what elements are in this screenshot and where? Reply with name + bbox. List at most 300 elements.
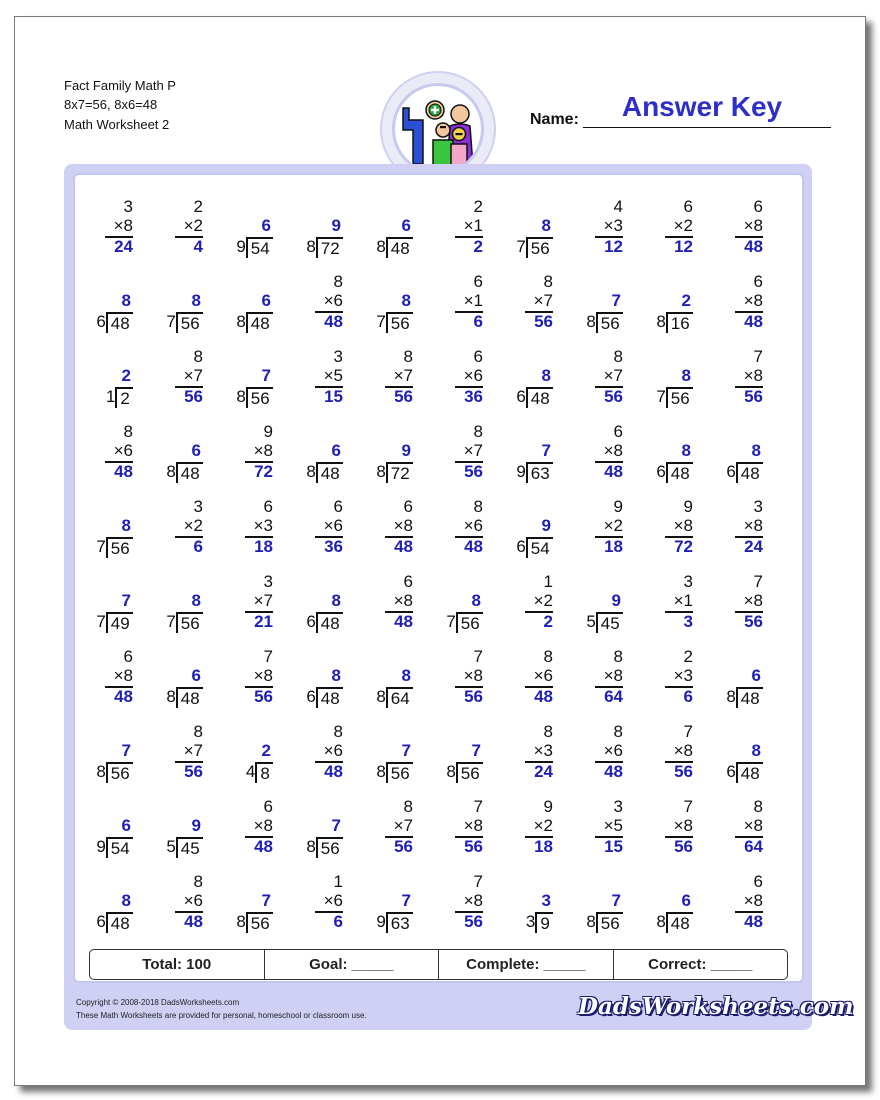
division-problem [703,422,763,494]
divisor: 7 [96,537,106,556]
factor: 4 [613,197,623,216]
division-problem [213,197,273,269]
multiplier: ×6 [463,516,483,535]
quotient-answer: 8 [121,291,131,310]
multiplier: ×2 [183,516,203,535]
product-answer: 12 [604,237,623,256]
quotient-answer: 8 [331,666,341,685]
quotient-answer: 9 [611,591,621,610]
factor: 1 [543,572,553,591]
divisor: 6 [726,762,736,781]
product-answer: 56 [604,387,623,406]
quotient-answer: 9 [331,216,341,235]
division-problem [633,347,693,419]
factor: 6 [753,197,763,216]
multiplier: ×8 [743,291,763,310]
multiplier: ×1 [463,291,483,310]
dividend: 56 [176,312,203,333]
multiplier: ×7 [393,366,413,385]
division-problem [283,422,343,494]
multiplication-problem [493,797,553,869]
product-answer: 56 [394,837,413,856]
quotient-answer: 9 [541,516,551,535]
division-problem [633,422,693,494]
quotient-answer: 6 [751,666,761,685]
quotient-answer: 9 [401,441,411,460]
product-answer: 48 [184,912,203,931]
multiplication-problem [633,497,693,569]
quotient-answer: 8 [681,441,691,460]
quotient-answer: 8 [751,741,761,760]
quotient-answer: 2 [261,741,271,760]
quotient-answer: 8 [401,291,411,310]
division-problem [493,197,553,269]
divisor: 8 [376,762,386,781]
quotient-answer: 8 [401,666,411,685]
divisor: 7 [376,312,386,331]
dividend: 16 [666,312,693,333]
multiplier: ×5 [603,816,623,835]
multiplication-problem [283,272,343,344]
product-answer: 56 [464,462,483,481]
quotient-answer: 7 [401,891,411,910]
multiplier: ×2 [533,816,553,835]
quotient-answer: 6 [261,291,271,310]
multiplication-problem [283,872,343,944]
factor: 8 [543,272,553,291]
quotient-answer: 7 [261,891,271,910]
product-answer: 15 [604,837,623,856]
multiplier: ×8 [253,441,273,460]
product-answer: 48 [324,312,343,331]
multiplication-problem [143,197,203,269]
division-problem [423,572,483,644]
quotient-answer: 3 [541,891,551,910]
divisor: 7 [446,612,456,631]
factor: 3 [263,572,273,591]
multiplication-problem [703,872,763,944]
quotient-answer: 6 [191,666,201,685]
quotient-answer: 7 [611,291,621,310]
quotient-answer: 7 [611,891,621,910]
dividend: 54 [246,237,273,258]
product-answer: 48 [744,912,763,931]
multiplication-problem [143,722,203,794]
answer-key-text: Answer Key [621,91,783,122]
multiplier: ×7 [253,591,273,610]
product-answer: 56 [394,387,413,406]
complete-field: Complete: _____ [438,950,613,979]
multiplication-problem [423,647,483,719]
multiplication-problem [703,347,763,419]
multiplication-problem [423,422,483,494]
divisor: 7 [166,612,176,631]
multiplication-problem [493,272,553,344]
quotient-answer: 6 [331,441,341,460]
division-problem [353,722,413,794]
dividend: 48 [106,312,133,333]
divisor: 8 [656,312,666,331]
divisor: 8 [656,912,666,931]
factor: 9 [613,497,623,516]
multiplication-problem [283,722,343,794]
product-answer: 64 [744,837,763,856]
factor: 8 [123,422,133,441]
product-answer: 48 [324,762,343,781]
quotient-answer: 6 [191,441,201,460]
multiplication-problem [73,197,133,269]
multiplier: ×8 [743,591,763,610]
product-answer: 21 [254,612,273,631]
quotient-answer: 9 [191,816,201,835]
division-problem [73,497,133,569]
divisor: 9 [376,912,386,931]
division-problem [143,797,203,869]
quotient-answer: 6 [121,816,131,835]
product-answer: 56 [534,312,553,331]
product-answer: 2 [543,612,553,631]
division-problem [493,422,553,494]
factor: 8 [613,347,623,366]
multiplication-problem [73,647,133,719]
multiplication-problem [213,797,273,869]
dividend: 56 [526,237,553,258]
divisor: 8 [586,912,596,931]
product-answer: 6 [683,687,693,706]
factor: 8 [473,422,483,441]
dividend: 72 [316,237,343,258]
multiplier: ×8 [603,666,623,685]
factor: 6 [263,497,273,516]
divisor: 8 [306,462,316,481]
divisor: 8 [96,762,106,781]
factor: 6 [403,497,413,516]
dividend: 8 [255,762,273,783]
divisor: 7 [166,312,176,331]
divisor: 7 [656,387,666,406]
divisor: 6 [96,312,106,331]
multiplication-problem [493,572,553,644]
factor: 2 [193,197,203,216]
product-answer: 4 [193,237,203,256]
division-problem [353,647,413,719]
dividend: 48 [526,387,553,408]
divisor: 8 [306,837,316,856]
divisor: 6 [96,912,106,931]
dividend: 48 [316,462,343,483]
factor: 8 [473,497,483,516]
product-answer: 6 [473,312,483,331]
multiplication-problem [213,572,273,644]
multiplier: ×8 [743,891,763,910]
dividend: 64 [386,687,413,708]
quotient-answer: 8 [331,591,341,610]
factor: 6 [123,647,133,666]
multiplier: ×6 [323,291,343,310]
factor: 8 [753,797,763,816]
multiplication-problem [143,497,203,569]
division-problem [143,272,203,344]
factor: 8 [613,647,623,666]
quotient-answer: 6 [681,891,691,910]
dividend: 56 [596,312,623,333]
quotient-answer: 8 [541,216,551,235]
divisor: 6 [306,612,316,631]
division-problem [423,722,483,794]
multiplication-problem [563,722,623,794]
division-problem [353,272,413,344]
multiplication-problem [423,272,483,344]
dividend: 48 [316,612,343,633]
factor: 6 [403,572,413,591]
division-problem [633,272,693,344]
multiplication-problem [633,647,693,719]
divisor: 8 [236,312,246,331]
multiplier: ×1 [673,591,693,610]
multiplication-problem [493,722,553,794]
multiplication-problem [703,497,763,569]
factor: 7 [683,722,693,741]
product-answer: 56 [674,762,693,781]
multiplication-problem [353,797,413,869]
multiplication-problem [143,347,203,419]
product-answer: 48 [534,687,553,706]
quotient-answer: 7 [541,441,551,460]
divisor: 6 [516,387,526,406]
dividend: 56 [106,537,133,558]
divisor: 8 [166,462,176,481]
dividend: 56 [316,837,343,858]
multiplier: ×6 [323,741,343,760]
multiplier: ×8 [463,891,483,910]
factor: 6 [263,797,273,816]
product-answer: 2 [473,237,483,256]
quotient-answer: 8 [681,366,691,385]
factor: 8 [193,347,203,366]
division-problem [563,272,623,344]
worksheet-title: Fact Family Math P [64,78,176,93]
multiplier: ×6 [463,366,483,385]
division-problem [143,647,203,719]
divisor: 6 [726,462,736,481]
product-answer: 56 [744,612,763,631]
product-answer: 18 [254,537,273,556]
multiplier: ×8 [673,741,693,760]
multiplier: ×6 [113,441,133,460]
multiplier: ×8 [673,816,693,835]
worksheet-facts: 8x7=56, 8x6=48 [64,97,158,112]
multiplier: ×8 [743,816,763,835]
dividend: 48 [736,762,763,783]
factor: 8 [543,722,553,741]
multiplier: ×3 [253,516,273,535]
divisor: 6 [656,462,666,481]
multiplication-problem [563,647,623,719]
product-answer: 72 [254,462,273,481]
dividend: 49 [106,612,133,633]
factor: 9 [543,797,553,816]
multiplier: ×5 [323,366,343,385]
dividend: 56 [246,912,273,933]
multiplication-problem [563,422,623,494]
division-problem [213,347,273,419]
multiplication-problem [423,797,483,869]
division-problem [213,872,273,944]
multiplication-problem [633,722,693,794]
product-answer: 72 [674,537,693,556]
division-problem [213,272,273,344]
dividend: 48 [106,912,133,933]
multiplication-problem [213,647,273,719]
product-answer: 48 [744,312,763,331]
divisor: 8 [726,687,736,706]
factor: 7 [473,872,483,891]
dividend: 48 [316,687,343,708]
name-label: Name: [530,111,579,128]
factor: 8 [403,347,413,366]
factor: 2 [473,197,483,216]
divisor: 7 [96,612,106,631]
factor: 3 [753,497,763,516]
multiplication-problem [633,197,693,269]
divisor: 6 [516,537,526,556]
divisor: 9 [516,462,526,481]
multiplier: ×2 [533,591,553,610]
product-answer: 56 [464,912,483,931]
dividend: 63 [386,912,413,933]
multiplier: ×8 [113,666,133,685]
product-answer: 24 [114,237,133,256]
division-problem [73,797,133,869]
product-answer: 24 [744,537,763,556]
multiplier: ×8 [113,216,133,235]
divisor: 3 [525,912,536,931]
factor: 8 [333,722,343,741]
quotient-answer: 8 [471,591,481,610]
dividend: 56 [176,612,203,633]
divisor: 8 [586,312,596,331]
multiplier: ×8 [463,816,483,835]
factor: 8 [613,722,623,741]
product-answer: 56 [744,387,763,406]
worksheet-subtitle: Math Worksheet 2 [64,117,170,132]
product-answer: 24 [534,762,553,781]
dividend: 56 [456,762,483,783]
quotient-answer: 8 [191,291,201,310]
product-answer: 56 [184,762,203,781]
quotient-answer: 7 [401,741,411,760]
division-problem [283,572,343,644]
product-answer: 56 [464,837,483,856]
dividend: 9 [535,912,553,933]
multiplier: ×8 [253,666,273,685]
factor: 8 [193,872,203,891]
dividend: 48 [176,462,203,483]
multiplication-problem [423,347,483,419]
factor: 9 [683,497,693,516]
multiplication-problem [353,572,413,644]
multiplier: ×6 [533,666,553,685]
multiplication-problem [633,572,693,644]
division-problem [633,872,693,944]
multiplier: ×7 [393,816,413,835]
dividend: 48 [736,687,763,708]
division-problem [213,722,273,794]
dividend: 2 [115,387,133,408]
score-bar [89,949,788,980]
multiplication-problem [213,497,273,569]
factor: 6 [473,272,483,291]
division-problem [563,872,623,944]
product-answer: 64 [604,687,623,706]
multiplier: ×8 [603,441,623,460]
division-problem [283,647,343,719]
divisor: 5 [586,612,596,631]
factor: 7 [473,797,483,816]
factor: 9 [263,422,273,441]
factor: 3 [613,797,623,816]
multiplication-problem [633,797,693,869]
factor: 1 [333,872,343,891]
factor: 7 [683,797,693,816]
dividend: 56 [386,312,413,333]
quotient-answer: 8 [751,441,761,460]
dividend: 45 [596,612,623,633]
dividend: 48 [176,687,203,708]
quotient-answer: 7 [471,741,481,760]
divisor: 8 [446,762,456,781]
copyright-text: Copyright © 2008-2018 DadsWorksheets.com [76,998,240,1007]
division-problem [143,422,203,494]
factor: 2 [683,647,693,666]
quotient-answer: 2 [121,366,131,385]
multiplier: ×7 [183,366,203,385]
multiplication-problem [283,347,343,419]
dividend: 56 [666,387,693,408]
multiplier: ×8 [743,366,763,385]
factor: 6 [613,422,623,441]
quotient-answer: 6 [401,216,411,235]
dividend: 56 [596,912,623,933]
product-answer: 36 [464,387,483,406]
multiplication-problem [563,797,623,869]
quotient-answer: 8 [191,591,201,610]
dividend: 56 [246,387,273,408]
product-answer: 6 [193,537,203,556]
multiplier: ×6 [603,741,623,760]
divisor: 8 [376,237,386,256]
division-problem [283,197,343,269]
divisor: 1 [105,387,116,406]
quotient-answer: 7 [331,816,341,835]
division-problem [493,872,553,944]
multiplier: ×8 [253,816,273,835]
product-answer: 48 [394,537,413,556]
division-problem [283,797,343,869]
division-problem [703,722,763,794]
dividend: 63 [526,462,553,483]
multiplier: ×3 [603,216,623,235]
divisor: 8 [236,912,246,931]
factor: 3 [683,572,693,591]
dividend: 56 [106,762,133,783]
product-answer: 56 [674,837,693,856]
multiplier: ×7 [463,441,483,460]
quotient-answer: 8 [121,891,131,910]
dividend: 45 [176,837,203,858]
division-problem [493,497,553,569]
product-answer: 15 [324,387,343,406]
